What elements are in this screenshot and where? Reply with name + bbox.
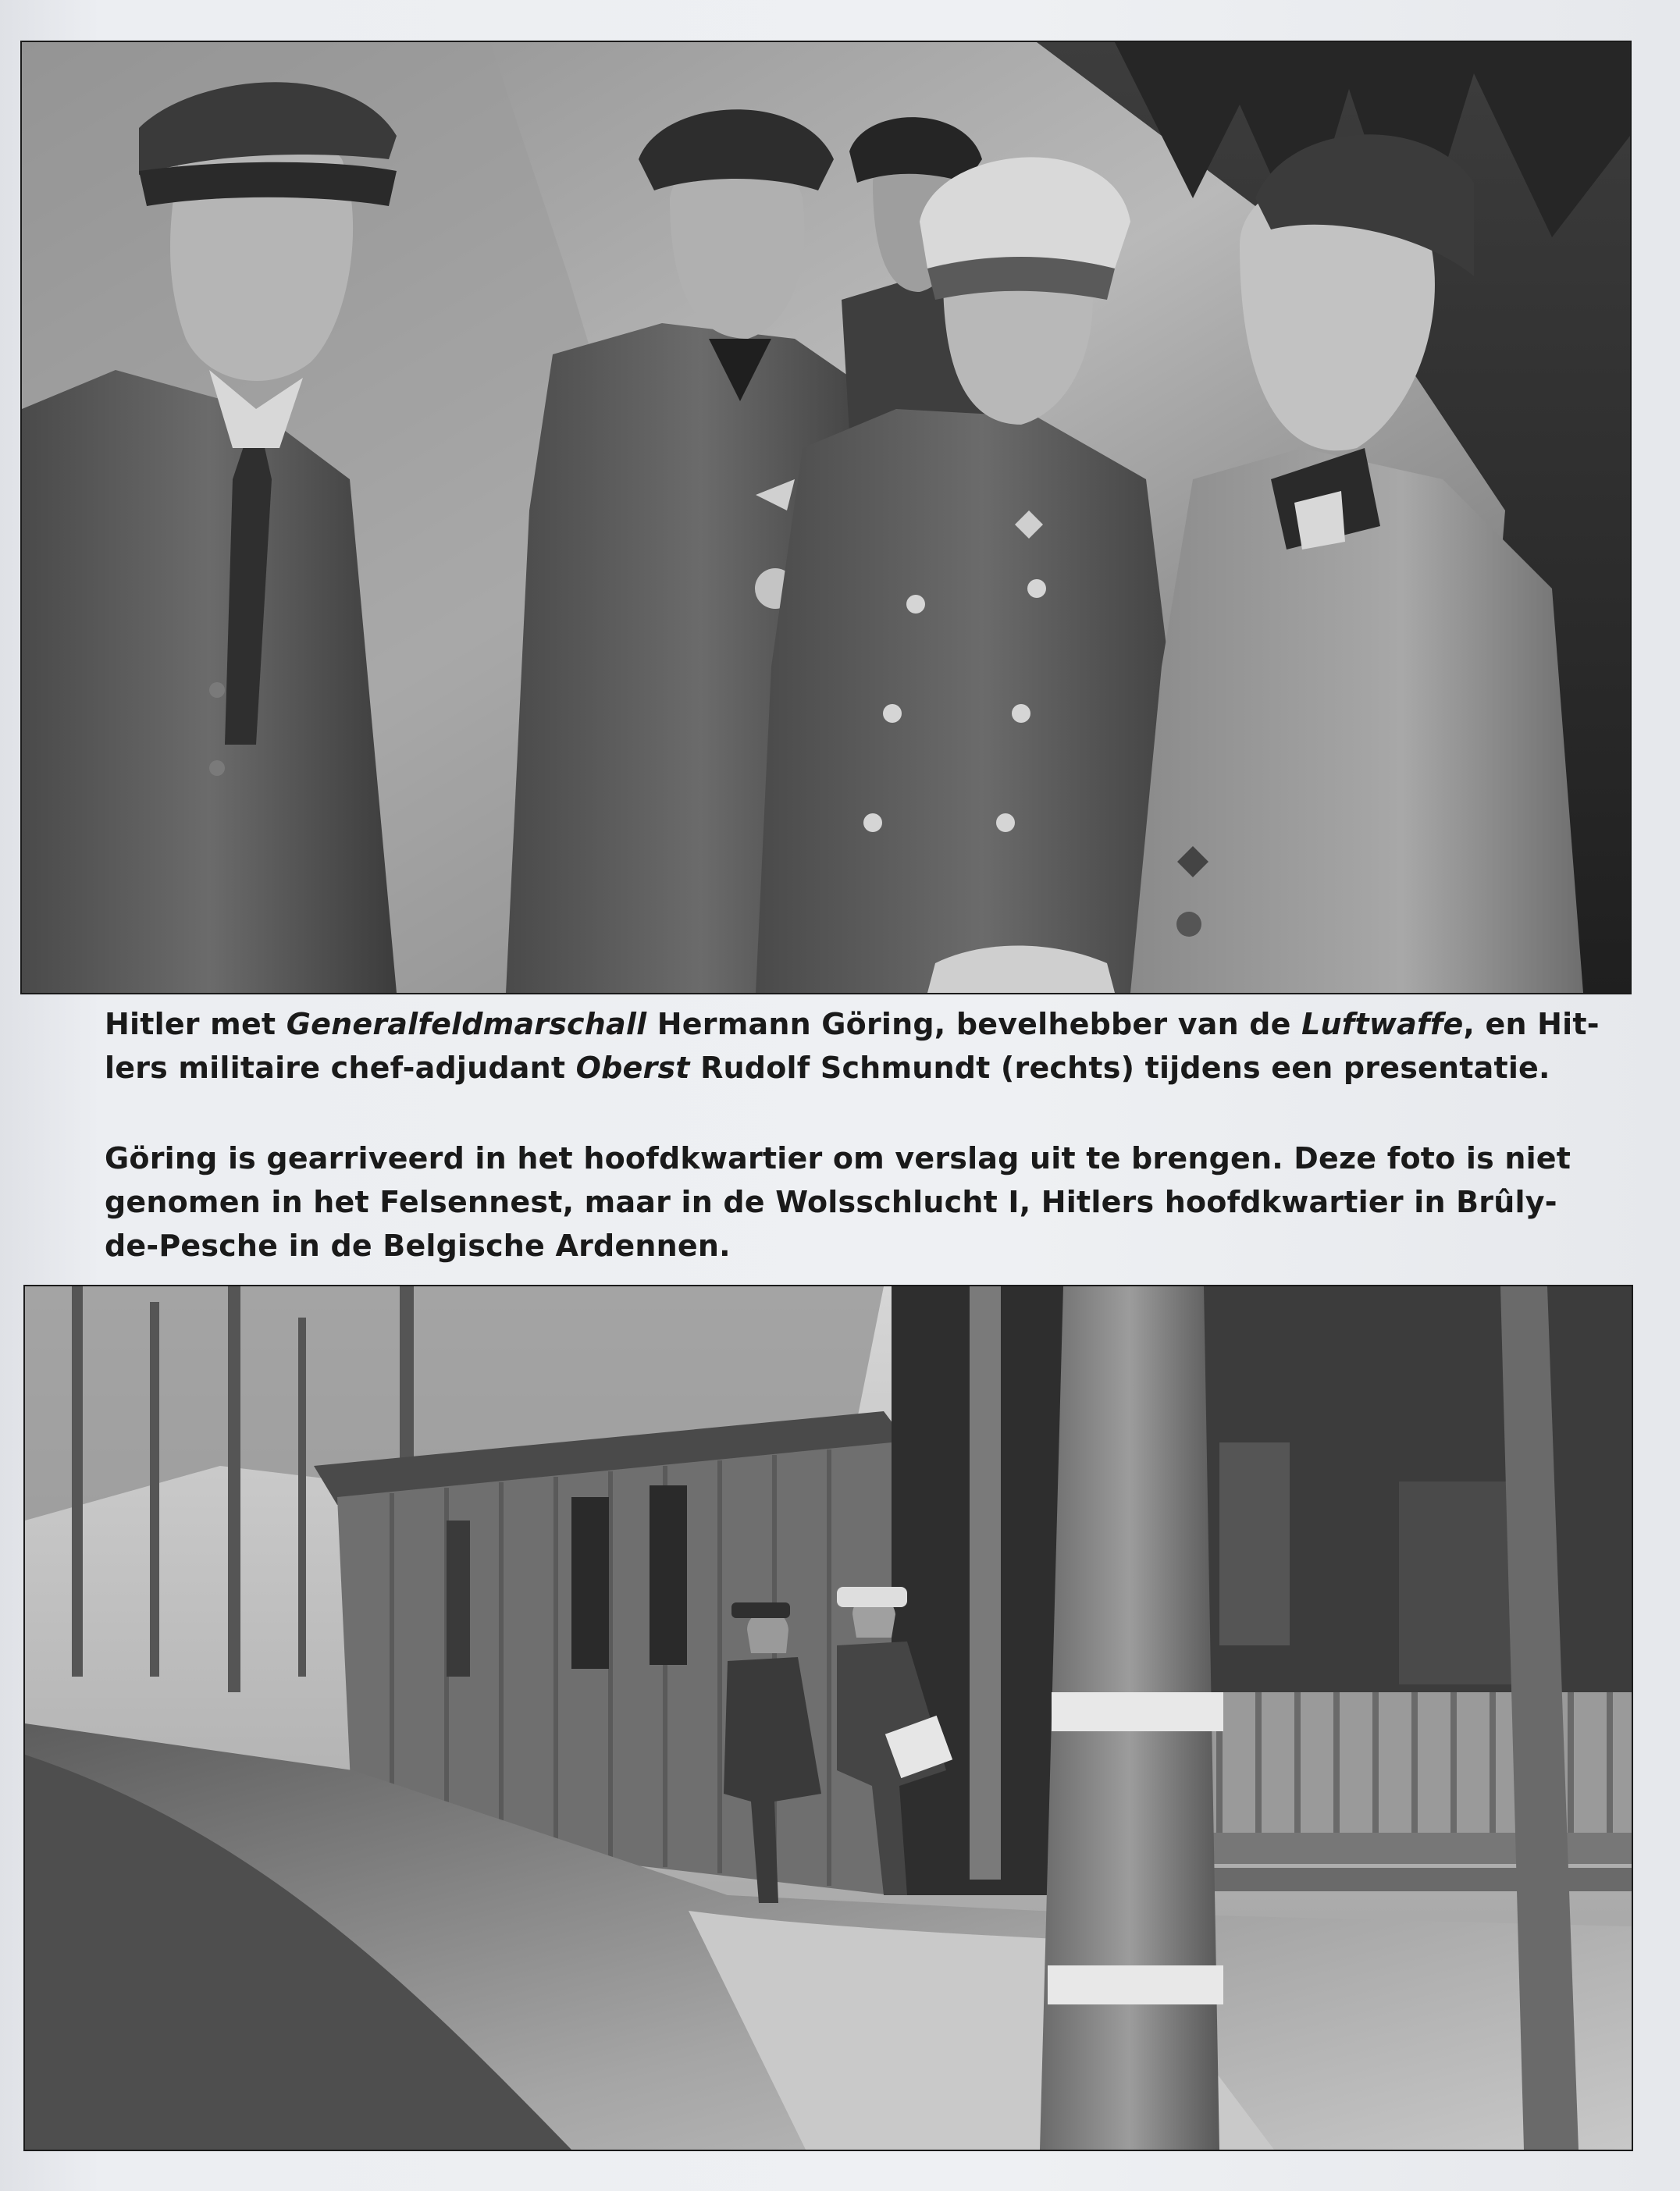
caption-2-line-1: Göring is gearriveerd in het hoofdkwartier om verslag uit te brengen. Deze foto is niet	[105, 1141, 1571, 1176]
caption-text: Hitler met	[105, 1007, 287, 1041]
caption-italic-oberst: Oberst	[575, 1051, 690, 1085]
photo-officers-image	[22, 42, 1630, 993]
caption-2-line-2: genomen in het Felsennest, maar in de Wolsschlucht I, Hitlers hoofdkwartier in Brûly-	[105, 1185, 1557, 1219]
caption-1-line-1	[105, 1002, 1600, 1046]
caption-text: , en Hit-	[1463, 1007, 1600, 1041]
photo-barrack	[23, 1285, 1633, 2151]
photo-barrack-image	[25, 1286, 1632, 2150]
caption-headquarters	[105, 1136, 1571, 1268]
caption-text: Rudolf Schmundt (rechts) tijdens een presentatie.	[689, 1051, 1550, 1085]
caption-italic-rank: Generalfeldmarschall	[286, 1007, 647, 1041]
caption-officers	[105, 1002, 1600, 1090]
caption-italic-luftwaffe: Luftwaffe	[1301, 1007, 1464, 1041]
caption-2-line-3: de-Pesche in de Belgische Ardennen.	[105, 1229, 731, 1263]
photo-officers	[20, 41, 1632, 994]
caption-text: Hermann Göring, bevelhebber van de	[646, 1007, 1302, 1041]
caption-text: lers militaire chef-adjudant	[105, 1051, 576, 1085]
caption-1-line-2	[105, 1046, 1557, 1090]
